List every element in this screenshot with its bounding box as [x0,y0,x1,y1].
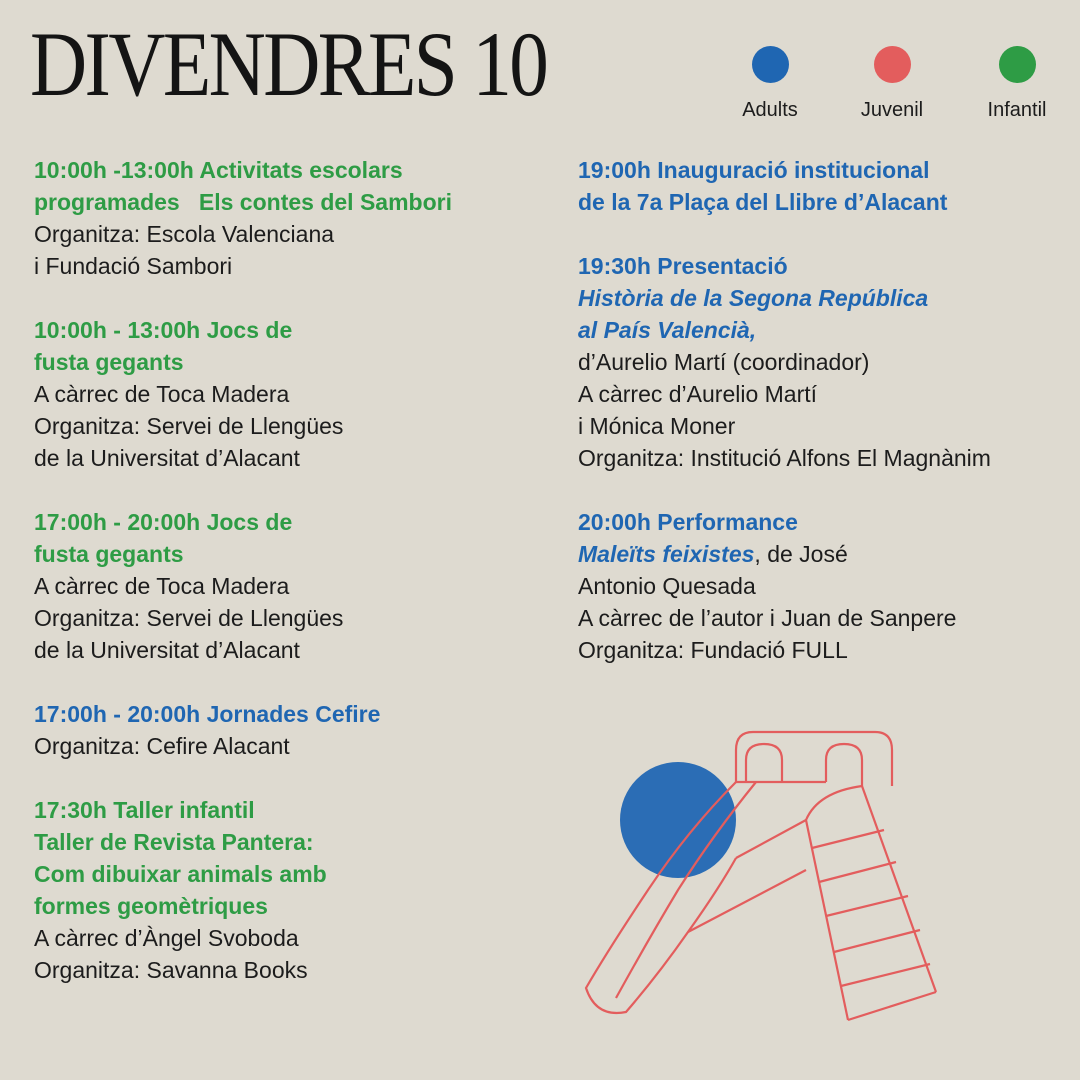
event-detail: d’Aurelio Martí (coordinador) [578,349,870,375]
event-jocs-vesprada [34,506,554,666]
event-heading: 17:30h Taller infantil [34,797,255,823]
legend-item-infantil [962,46,1072,122]
event-heading: 17:00h - 20:00h Jornades Cefire [34,701,381,727]
legend-dot-adults [752,46,789,83]
event-heading: formes geomètriques [34,893,268,919]
legend-label-infantil: Infantil [987,99,1047,121]
event-cefire [34,698,554,762]
event-detail: Organitza: Servei de Llengües [34,413,344,439]
event-detail: A càrrec de l’autor i Juan de Sanpere [578,605,957,631]
event-detail: A càrrec d’Aurelio Martí [578,381,818,407]
event-detail: i Fundació Sambori [34,253,233,279]
event-heading: 19:30h Presentació [578,253,788,279]
event-detail: i Mónica Moner [578,413,736,439]
book-title: al País Valencià, [578,317,757,343]
slide-illustration [578,720,958,1050]
legend-label-juvenil: Juvenil [860,99,924,121]
event-detail: Organitza: Escola Valenciana [34,221,335,247]
page-title: DIVENDRES 10 [30,13,547,115]
event-heading: 10:00h - 13:00h Jocs de [34,317,293,343]
legend-label-adults: Adults [742,99,798,121]
event-escolars [34,154,554,282]
event-detail: Organitza: Fundació FULL [578,637,848,663]
performance-author-start: , de José [754,541,848,567]
event-jocs-mati [34,314,554,474]
event-heading: 20:00h Performance [578,509,798,535]
event-detail: de la Universitat d’Alacant [34,445,300,471]
event-detail: Antonio Quesada [578,573,756,599]
event-heading: de la 7a Plaça del Llibre d’Alacant [578,189,948,215]
event-heading: 19:00h Inauguració institucional [578,157,930,183]
event-performance [578,506,1073,666]
legend-item-adults [715,46,825,122]
event-inauguracio [578,154,1073,218]
right-column [578,154,1073,698]
legend-item-juvenil [837,46,947,122]
event-heading: Taller de Revista Pantera: [34,829,314,855]
event-detail: Organitza: Institució Alfons El Magnànim [578,445,991,471]
event-presentacio [578,250,1073,474]
event-detail: Organitza: Servei de Llengües [34,605,344,631]
event-detail: Organitza: Savanna Books [34,957,308,983]
slide-icon [586,732,936,1020]
performance-title: Maleïts feixistes [578,541,755,567]
event-detail: de la Universitat d’Alacant [34,637,300,663]
event-detail: A càrrec de Toca Madera [34,381,290,407]
event-heading: Com dibuixar animals amb [34,861,327,887]
legend-dot-juvenil [874,46,911,83]
legend-dot-infantil [999,46,1036,83]
event-detail: A càrrec d’Àngel Svoboda [34,925,299,951]
blue-circle-icon [620,762,736,878]
performance-title-line [578,538,1073,570]
event-heading: fusta gegants [34,541,184,567]
event-heading: 10:00h -13:00h Activitats escolars [34,157,403,183]
left-column [34,154,554,1018]
legend [715,46,1075,136]
event-heading: fusta gegants [34,349,184,375]
event-detail: A càrrec de Toca Madera [34,573,290,599]
event-detail: Organitza: Cefire Alacant [34,733,290,759]
event-taller-infantil [34,794,554,986]
book-title: Història de la Segona República [578,285,929,311]
event-heading: 17:00h - 20:00h Jocs de [34,509,293,535]
event-heading: programades Els contes del Sambori [34,189,452,215]
